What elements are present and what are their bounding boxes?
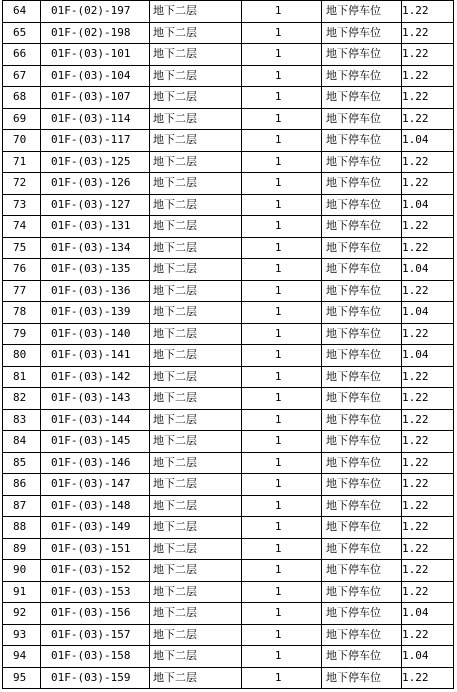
usage-cell: 地下停车位	[322, 1, 402, 23]
floor-cell: 地下二层	[150, 603, 242, 625]
row-number-cell: 72	[3, 173, 41, 195]
floor-cell: 地下二层	[150, 409, 242, 431]
count-cell: 1	[242, 495, 282, 517]
floor-cell: 地下二层	[150, 646, 242, 668]
blank-cell	[282, 538, 322, 560]
space-code-cell: 01F-(03)-126	[41, 173, 150, 195]
area-cell: 1.22	[402, 22, 454, 44]
usage-cell: 地下停车位	[322, 409, 402, 431]
usage-cell: 地下停车位	[322, 581, 402, 603]
count-cell: 1	[242, 409, 282, 431]
space-code-cell: 01F-(03)-147	[41, 474, 150, 496]
table-row	[3, 216, 454, 238]
table-row	[3, 431, 454, 453]
row-number-cell: 76	[3, 259, 41, 281]
row-number-cell: 92	[3, 603, 41, 625]
space-code-cell: 01F-(03)-158	[41, 646, 150, 668]
floor-cell: 地下二层	[150, 667, 242, 689]
blank-cell	[282, 216, 322, 238]
area-cell: 1.22	[402, 474, 454, 496]
space-code-cell: 01F-(03)-125	[41, 151, 150, 173]
table-row	[3, 108, 454, 130]
area-cell: 1.22	[402, 538, 454, 560]
space-code-cell: 01F-(03)-144	[41, 409, 150, 431]
row-number-cell: 85	[3, 452, 41, 474]
blank-cell	[282, 280, 322, 302]
space-code-cell: 01F-(03)-145	[41, 431, 150, 453]
blank-cell	[282, 44, 322, 66]
usage-cell: 地下停车位	[322, 366, 402, 388]
space-code-cell: 01F-(03)-149	[41, 517, 150, 539]
table-row	[3, 151, 454, 173]
area-cell: 1.22	[402, 581, 454, 603]
count-cell: 1	[242, 44, 282, 66]
row-number-cell: 71	[3, 151, 41, 173]
area-cell: 1.22	[402, 495, 454, 517]
floor-cell: 地下二层	[150, 366, 242, 388]
table-row	[3, 495, 454, 517]
floor-cell: 地下二层	[150, 517, 242, 539]
space-code-cell: 01F-(02)-198	[41, 22, 150, 44]
usage-cell: 地下停车位	[322, 173, 402, 195]
floor-cell: 地下二层	[150, 130, 242, 152]
parking-space-table	[2, 0, 454, 689]
blank-cell	[282, 667, 322, 689]
blank-cell	[282, 323, 322, 345]
blank-cell	[282, 22, 322, 44]
count-cell: 1	[242, 452, 282, 474]
space-code-cell: 01F-(03)-114	[41, 108, 150, 130]
area-cell: 1.22	[402, 323, 454, 345]
count-cell: 1	[242, 560, 282, 582]
count-cell: 1	[242, 302, 282, 324]
blank-cell	[282, 388, 322, 410]
space-code-cell: 01F-(03)-141	[41, 345, 150, 367]
table-row	[3, 560, 454, 582]
area-cell: 1.22	[402, 560, 454, 582]
row-number-cell: 79	[3, 323, 41, 345]
row-number-cell: 68	[3, 87, 41, 109]
row-number-cell: 84	[3, 431, 41, 453]
floor-cell: 地下二层	[150, 173, 242, 195]
table-row	[3, 1, 454, 23]
table-row	[3, 409, 454, 431]
floor-cell: 地下二层	[150, 495, 242, 517]
table-row	[3, 366, 454, 388]
count-cell: 1	[242, 173, 282, 195]
usage-cell: 地下停车位	[322, 646, 402, 668]
blank-cell	[282, 452, 322, 474]
row-number-cell: 91	[3, 581, 41, 603]
area-cell: 1.22	[402, 151, 454, 173]
area-cell: 1.22	[402, 65, 454, 87]
count-cell: 1	[242, 474, 282, 496]
space-code-cell: 01F-(03)-152	[41, 560, 150, 582]
space-code-cell: 01F-(03)-151	[41, 538, 150, 560]
usage-cell: 地下停车位	[322, 345, 402, 367]
floor-cell: 地下二层	[150, 581, 242, 603]
floor-cell: 地下二层	[150, 87, 242, 109]
floor-cell: 地下二层	[150, 44, 242, 66]
count-cell: 1	[242, 22, 282, 44]
area-cell: 1.22	[402, 667, 454, 689]
usage-cell: 地下停车位	[322, 280, 402, 302]
table-row	[3, 667, 454, 689]
floor-cell: 地下二层	[150, 452, 242, 474]
table-row	[3, 280, 454, 302]
row-number-cell: 83	[3, 409, 41, 431]
usage-cell: 地下停车位	[322, 517, 402, 539]
count-cell: 1	[242, 87, 282, 109]
blank-cell	[282, 194, 322, 216]
count-cell: 1	[242, 667, 282, 689]
space-code-cell: 01F-(03)-131	[41, 216, 150, 238]
blank-cell	[282, 345, 322, 367]
row-number-cell: 80	[3, 345, 41, 367]
area-cell: 1.22	[402, 108, 454, 130]
area-cell: 1.04	[402, 259, 454, 281]
blank-cell	[282, 646, 322, 668]
row-number-cell: 88	[3, 517, 41, 539]
row-number-cell: 89	[3, 538, 41, 560]
area-cell: 1.22	[402, 280, 454, 302]
blank-cell	[282, 237, 322, 259]
floor-cell: 地下二层	[150, 237, 242, 259]
area-cell: 1.22	[402, 366, 454, 388]
row-number-cell: 77	[3, 280, 41, 302]
blank-cell	[282, 560, 322, 582]
table-row	[3, 87, 454, 109]
count-cell: 1	[242, 216, 282, 238]
blank-cell	[282, 517, 322, 539]
usage-cell: 地下停车位	[322, 431, 402, 453]
usage-cell: 地下停车位	[322, 538, 402, 560]
blank-cell	[282, 366, 322, 388]
blank-cell	[282, 65, 322, 87]
count-cell: 1	[242, 603, 282, 625]
space-code-cell: 01F-(03)-157	[41, 624, 150, 646]
space-code-cell: 01F-(03)-142	[41, 366, 150, 388]
count-cell: 1	[242, 259, 282, 281]
floor-cell: 地下二层	[150, 216, 242, 238]
count-cell: 1	[242, 108, 282, 130]
table-row	[3, 44, 454, 66]
row-number-cell: 82	[3, 388, 41, 410]
count-cell: 1	[242, 345, 282, 367]
space-code-cell: 01F-(03)-140	[41, 323, 150, 345]
space-code-cell: 01F-(03)-159	[41, 667, 150, 689]
area-cell: 1.22	[402, 409, 454, 431]
space-code-cell: 01F-(03)-136	[41, 280, 150, 302]
usage-cell: 地下停车位	[322, 388, 402, 410]
floor-cell: 地下二层	[150, 624, 242, 646]
table-row	[3, 65, 454, 87]
count-cell: 1	[242, 388, 282, 410]
area-cell: 1.22	[402, 388, 454, 410]
count-cell: 1	[242, 624, 282, 646]
usage-cell: 地下停车位	[322, 216, 402, 238]
space-code-cell: 01F-(03)-135	[41, 259, 150, 281]
floor-cell: 地下二层	[150, 431, 242, 453]
blank-cell	[282, 474, 322, 496]
blank-cell	[282, 173, 322, 195]
row-number-cell: 81	[3, 366, 41, 388]
usage-cell: 地下停车位	[322, 65, 402, 87]
floor-cell: 地下二层	[150, 151, 242, 173]
blank-cell	[282, 495, 322, 517]
space-code-cell: 01F-(03)-153	[41, 581, 150, 603]
table-row	[3, 603, 454, 625]
count-cell: 1	[242, 538, 282, 560]
usage-cell: 地下停车位	[322, 259, 402, 281]
floor-cell: 地下二层	[150, 22, 242, 44]
count-cell: 1	[242, 280, 282, 302]
floor-cell: 地下二层	[150, 194, 242, 216]
table-row	[3, 345, 454, 367]
usage-cell: 地下停车位	[322, 667, 402, 689]
count-cell: 1	[242, 194, 282, 216]
area-cell: 1.22	[402, 1, 454, 23]
count-cell: 1	[242, 581, 282, 603]
usage-cell: 地下停车位	[322, 323, 402, 345]
usage-cell: 地下停车位	[322, 302, 402, 324]
area-cell: 1.22	[402, 431, 454, 453]
table-row	[3, 173, 454, 195]
usage-cell: 地下停车位	[322, 44, 402, 66]
blank-cell	[282, 130, 322, 152]
row-number-cell: 67	[3, 65, 41, 87]
area-cell: 1.22	[402, 237, 454, 259]
usage-cell: 地下停车位	[322, 194, 402, 216]
area-cell: 1.04	[402, 130, 454, 152]
count-cell: 1	[242, 431, 282, 453]
row-number-cell: 66	[3, 44, 41, 66]
space-code-cell: 01F-(03)-148	[41, 495, 150, 517]
row-number-cell: 93	[3, 624, 41, 646]
usage-cell: 地下停车位	[322, 452, 402, 474]
row-number-cell: 78	[3, 302, 41, 324]
area-cell: 1.22	[402, 517, 454, 539]
blank-cell	[282, 259, 322, 281]
space-code-cell: 01F-(03)-146	[41, 452, 150, 474]
blank-cell	[282, 624, 322, 646]
space-code-cell: 01F-(03)-107	[41, 87, 150, 109]
floor-cell: 地下二层	[150, 388, 242, 410]
row-number-cell: 86	[3, 474, 41, 496]
table-row	[3, 624, 454, 646]
space-code-cell: 01F-(03)-143	[41, 388, 150, 410]
table-row	[3, 474, 454, 496]
row-number-cell: 90	[3, 560, 41, 582]
row-number-cell: 70	[3, 130, 41, 152]
floor-cell: 地下二层	[150, 302, 242, 324]
row-number-cell: 64	[3, 1, 41, 23]
usage-cell: 地下停车位	[322, 151, 402, 173]
usage-cell: 地下停车位	[322, 108, 402, 130]
space-code-cell: 01F-(03)-156	[41, 603, 150, 625]
space-code-cell: 01F-(03)-101	[41, 44, 150, 66]
usage-cell: 地下停车位	[322, 237, 402, 259]
row-number-cell: 65	[3, 22, 41, 44]
area-cell: 1.22	[402, 173, 454, 195]
blank-cell	[282, 581, 322, 603]
table-row	[3, 237, 454, 259]
table-row	[3, 22, 454, 44]
table-row	[3, 194, 454, 216]
row-number-cell: 95	[3, 667, 41, 689]
blank-cell	[282, 87, 322, 109]
usage-cell: 地下停车位	[322, 603, 402, 625]
row-number-cell: 75	[3, 237, 41, 259]
table-row	[3, 581, 454, 603]
blank-cell	[282, 108, 322, 130]
space-code-cell: 01F-(03)-127	[41, 194, 150, 216]
floor-cell: 地下二层	[150, 474, 242, 496]
count-cell: 1	[242, 151, 282, 173]
blank-cell	[282, 1, 322, 23]
area-cell: 1.04	[402, 646, 454, 668]
usage-cell: 地下停车位	[322, 474, 402, 496]
usage-cell: 地下停车位	[322, 624, 402, 646]
floor-cell: 地下二层	[150, 280, 242, 302]
count-cell: 1	[242, 130, 282, 152]
count-cell: 1	[242, 1, 282, 23]
table-body	[3, 1, 454, 689]
area-cell: 1.04	[402, 302, 454, 324]
usage-cell: 地下停车位	[322, 495, 402, 517]
count-cell: 1	[242, 366, 282, 388]
blank-cell	[282, 603, 322, 625]
table-row	[3, 302, 454, 324]
count-cell: 1	[242, 237, 282, 259]
floor-cell: 地下二层	[150, 108, 242, 130]
table-row	[3, 323, 454, 345]
usage-cell: 地下停车位	[322, 22, 402, 44]
area-cell: 1.04	[402, 194, 454, 216]
floor-cell: 地下二层	[150, 65, 242, 87]
table-row	[3, 130, 454, 152]
area-cell: 1.22	[402, 624, 454, 646]
count-cell: 1	[242, 517, 282, 539]
usage-cell: 地下停车位	[322, 87, 402, 109]
count-cell: 1	[242, 646, 282, 668]
space-code-cell: 01F-(03)-117	[41, 130, 150, 152]
floor-cell: 地下二层	[150, 345, 242, 367]
floor-cell: 地下二层	[150, 1, 242, 23]
floor-cell: 地下二层	[150, 538, 242, 560]
floor-cell: 地下二层	[150, 560, 242, 582]
row-number-cell: 87	[3, 495, 41, 517]
row-number-cell: 69	[3, 108, 41, 130]
table-row	[3, 517, 454, 539]
area-cell: 1.22	[402, 87, 454, 109]
blank-cell	[282, 151, 322, 173]
area-cell: 1.22	[402, 44, 454, 66]
space-code-cell: 01F-(03)-134	[41, 237, 150, 259]
floor-cell: 地下二层	[150, 259, 242, 281]
area-cell: 1.04	[402, 345, 454, 367]
area-cell: 1.22	[402, 452, 454, 474]
table-row	[3, 452, 454, 474]
count-cell: 1	[242, 323, 282, 345]
space-code-cell: 01F-(03)-104	[41, 65, 150, 87]
blank-cell	[282, 302, 322, 324]
table-row	[3, 646, 454, 668]
usage-cell: 地下停车位	[322, 560, 402, 582]
row-number-cell: 74	[3, 216, 41, 238]
area-cell: 1.22	[402, 216, 454, 238]
row-number-cell: 94	[3, 646, 41, 668]
space-code-cell: 01F-(02)-197	[41, 1, 150, 23]
table-row	[3, 388, 454, 410]
table-row	[3, 538, 454, 560]
count-cell: 1	[242, 65, 282, 87]
blank-cell	[282, 409, 322, 431]
space-code-cell: 01F-(03)-139	[41, 302, 150, 324]
table-row	[3, 259, 454, 281]
row-number-cell: 73	[3, 194, 41, 216]
blank-cell	[282, 431, 322, 453]
area-cell: 1.04	[402, 603, 454, 625]
floor-cell: 地下二层	[150, 323, 242, 345]
usage-cell: 地下停车位	[322, 130, 402, 152]
